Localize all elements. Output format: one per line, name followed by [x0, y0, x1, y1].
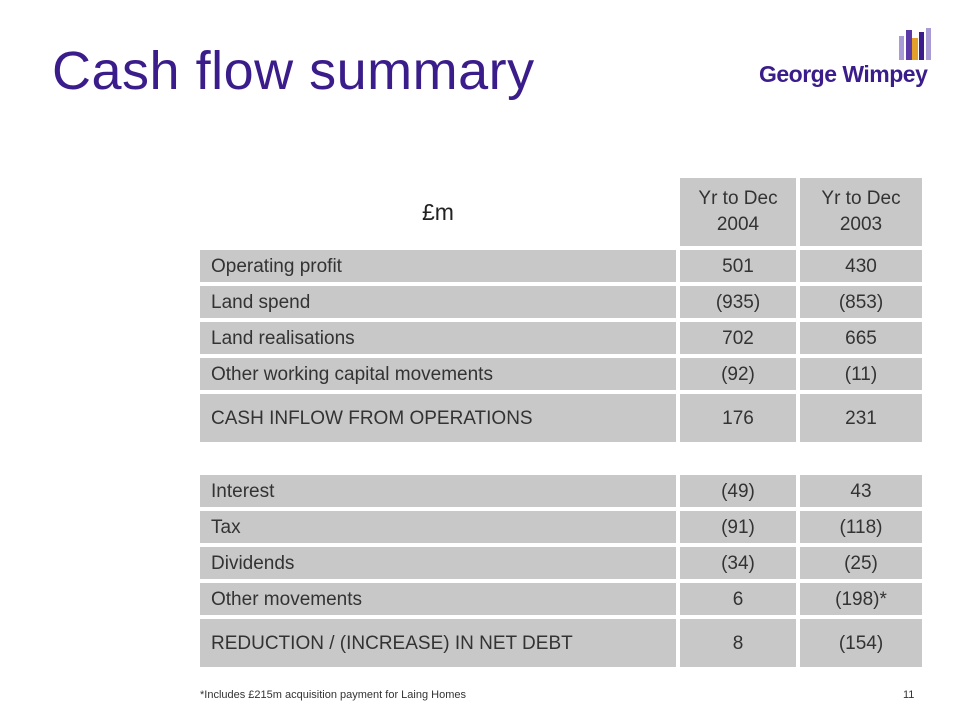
row-value-2003: (11) [800, 358, 922, 390]
row-value-2003: 430 [800, 250, 922, 282]
row-value-2004: (91) [680, 511, 796, 543]
row-value-2004: (935) [680, 286, 796, 318]
row-label: Tax [200, 511, 676, 543]
row-value-2004-total: 176 [680, 394, 796, 442]
row-label: Interest [200, 475, 676, 507]
row-value-2003: (25) [800, 547, 922, 579]
column-header-2003-line2: 2003 [839, 214, 883, 235]
row-value-2004: 6 [680, 583, 796, 615]
column-header-2003 [800, 178, 922, 246]
row-label: Land realisations [200, 322, 676, 354]
row-value-2004: 702 [680, 322, 796, 354]
row-value-2003: (853) [800, 286, 922, 318]
row-value-2004: (92) [680, 358, 796, 390]
row-label: Other working capital movements [200, 358, 676, 390]
row-value-2004: (34) [680, 547, 796, 579]
row-label: Land spend [200, 286, 676, 318]
logo-text: George Wimpey [759, 61, 928, 87]
row-label: Dividends [200, 547, 676, 579]
row-label: Operating profit [200, 250, 676, 282]
row-value-2003-total: (154) [800, 619, 922, 667]
footnote: *Includes £215m acquisition payment for Laing Homes [200, 689, 466, 701]
row-value-2003: (198)* [800, 583, 922, 615]
column-header-2003-line1: Yr to Dec [821, 188, 901, 210]
row-value-2004: 501 [680, 250, 796, 282]
row-label-total: REDUCTION / (INCREASE) IN NET DEBT [200, 619, 676, 667]
slide-title: Cash flow summary [52, 41, 535, 101]
column-header-2004 [680, 178, 796, 246]
row-value-2003: (118) [800, 511, 922, 543]
row-value-2003: 43 [800, 475, 922, 507]
column-header-2004-line2: 2004 [716, 214, 760, 235]
row-label: Other movements [200, 583, 676, 615]
row-value-2004: (49) [680, 475, 796, 507]
column-header-2004-line1: Yr to Dec [698, 188, 778, 210]
logo-mark-icon [897, 28, 937, 60]
row-value-2004-total: 8 [680, 619, 796, 667]
page-number: 11 [903, 689, 915, 701]
unit-label: £m [422, 198, 454, 225]
row-label-total: CASH INFLOW FROM OPERATIONS [200, 394, 676, 442]
row-value-2003: 665 [800, 322, 922, 354]
row-value-2003-total: 231 [800, 394, 922, 442]
george-wimpey-logo [755, 28, 940, 98]
